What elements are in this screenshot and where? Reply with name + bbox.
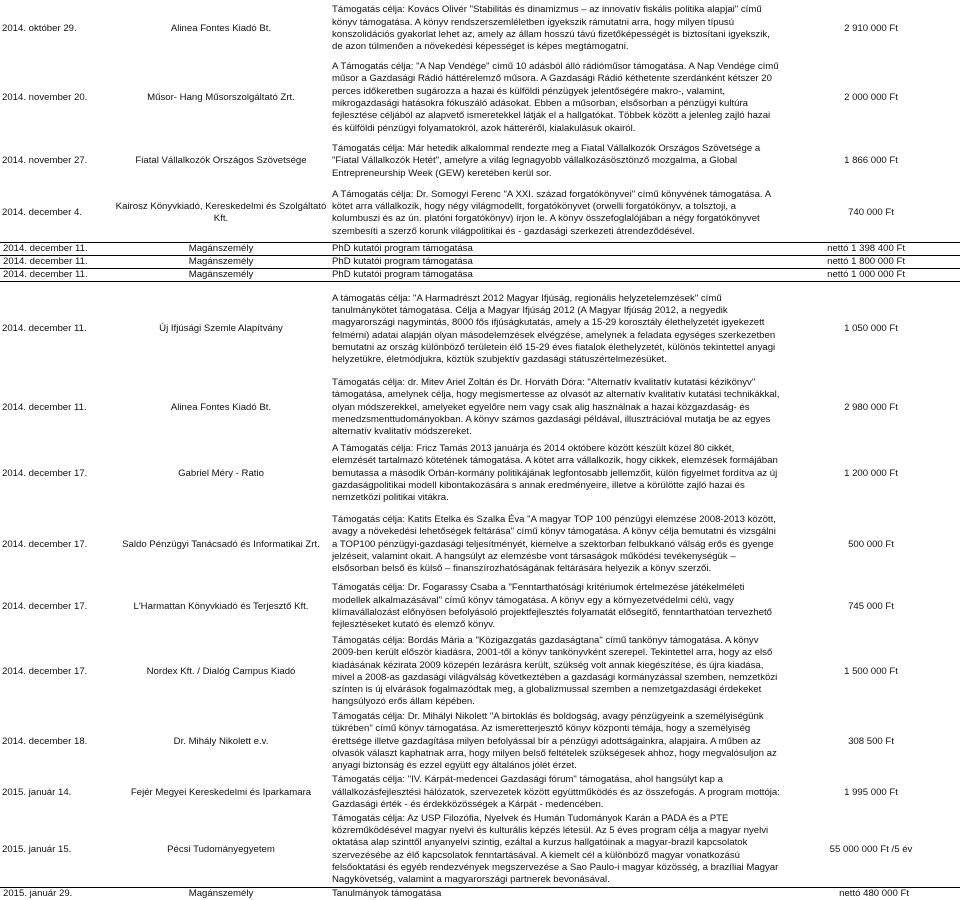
row-organization: Saldo Pénzügyi Tanácsadó és Informatikai Zrt. — [122, 538, 320, 550]
row-date: 2014. december 18. — [2, 735, 88, 747]
row-organization: Dr. Mihály Nikolett e.v. — [173, 735, 269, 747]
row-amount: nettó 1 800 000 Ft — [782, 255, 960, 268]
row-description: Támogatás célja: Dr. Mihályi Nikolett "A birtoklás és boldogság, avagy pénzügyeink a személyiségünk tükrében" című könyv támogatása. Az ismeretterjesztő könyv központi témája, hogy a személyiség érettsége illetve gazdagítása milyen befolyással bír a pénzügyi adottságainkra, alapjaira. A műben az olvasók választ kaphatnak arra, hogy milyen belső feltételek szükségesek ahhoz, hogy megvalósuljon az anyagi biztonság és ezzel együtt egy általános jólét érzet. — [332, 711, 777, 772]
row-description: A Támogatás célja: Dr. Somogyi Ferenc "A XXI. század forgatókönyvei" című könyvének támogatása. A kötet arra vállalkozik, hogy négy világmodellt, forgatókönyvet (orwelli forgatókönyv, a tolsztoji, a kolumbuszi és az ún. platóni forgatókönyv) írjon le. A könyv összefoglalójában a négy forgatókönyvet szembesíti a szerző korunk világpolitikai és - gazdasági szerkezeti átrendeződésével. — [332, 188, 771, 237]
row-description: Tanulmányok támogatása — [330, 887, 782, 900]
row-date: 2014. december 17. — [2, 665, 88, 677]
row-date: 2015. január 29. — [0, 887, 112, 900]
row-amount: 308 500 Ft — [848, 735, 894, 747]
row-description: PhD kutatói program támogatása — [330, 255, 782, 268]
row-organization: Alinea Fontes Kiadó Bt. — [170, 22, 272, 34]
table-row — [0, 242, 960, 255]
row-amount: 1 500 000 Ft — [844, 665, 898, 677]
table-row — [0, 773, 960, 813]
table-row — [0, 255, 960, 268]
row-description: Támogatás célja: "IV. Kárpát-medencei Gazdasági fórum" támogatása, ahol hangsúlyt kap a vállalkozásfejlesztési hálózatok, szervezetek között együttműködés és az összefogás. A program mottója: Gazdasági érték - és érdekközösségek a Kárpát - medencében. — [332, 774, 780, 811]
table-row — [0, 269, 960, 282]
row-organization: Fejér Megyei Kereskedelmi és Iparkamara — [130, 786, 312, 798]
table-row — [0, 282, 960, 377]
row-organization: Új Ifjúsági Szemle Alapítvány — [112, 282, 330, 377]
row-amount: nettó 1 000 000 Ft — [782, 269, 960, 282]
table-row — [0, 813, 960, 887]
table-row — [0, 58, 960, 138]
row-date: 2014. december 4. — [2, 207, 83, 219]
row-description: Támogatás célja: Kovács Olivér "Stabilitás és dinamizmus – az innovatív fiskális politika alapjai" című könyv támogatása. A könyv rendszerszemléletben igyekszik rámutatni arra, hogy milyen típusú konszolidációs gyakorlat lehet az, amely az állam hosszú távú fizetőképességét is biztosítani igyekszik, de azon túlmenően a növekedési képességet is képes megtámogatni. — [332, 4, 770, 53]
row-date: 2014. december 11. — [0, 255, 112, 268]
row-date: 2014. december 17. — [2, 467, 88, 479]
row-description: Támogatás célja: Bordás Mária a "Közigazgatás gazdaságtana" című tankönyv támogatása. A könyv 2009-ben került először kiadásra, 2001-től a könyv tankönyvként szerepel. Tekintettel arra, hogy az első kiadásának kézirata 2009 közepén lezárásra került, szükség volt annak kiegészítése, és újra kiadása, mivel a 2008-as gazdasági világválság következtében a gazdasági kormányzással szemben, nemzetközi színten is új elvárások fogalmazódtak meg, a globalizmussal szemben a nemzetgazdasági érdekeket hangsúlyozó erős állam képében. — [332, 635, 778, 708]
row-amount: 2 980 000 Ft — [844, 401, 898, 413]
table-row — [0, 439, 960, 509]
row-organization: Gabriel Méry - Ratio — [178, 467, 264, 479]
row-date: 2014. október 29. — [2, 22, 77, 34]
table-row — [0, 377, 960, 439]
table-row — [0, 0, 960, 58]
row-organization: Műsor- Hang Műsorszolgáltató Zrt. — [147, 91, 295, 103]
row-organization: Alinea Fontes Kiadó Bt. — [170, 401, 272, 413]
table-row — [0, 509, 960, 581]
row-description: Támogatás célja: Katits Etelka és Szalka Éva "A magyar TOP 100 pénzügyi elemzése 2008-2013 között, avagy a növekedési lehetőségek feltárása" című könyv támogatása. A könyv célja bemutatni és vizsgálni a TOP100 pénzügyi-gazdasági teljesítményét, kiemelve a szektorban felbukkanó válság erős és gyenge jelzéseit, valamint okait. A hangsúlyt az elemzésbe vont társaságok működési tevékenységük – elsősorban belső és külső – finanszírozhatóságának feltárására helyezik a könyv szerzői. — [332, 514, 776, 575]
row-amount: 55 000 000 Ft /5 év — [829, 843, 913, 855]
row-description: Támogatás célja: Már hetedik alkalommal rendezte meg a Fiatal Vállalkozók Országos Szövetsége a "Fiatal Vállalkozók Hetét", amelyre a világ legnagyobb vállalkozásösztönző mozgalma, a Global Entrepreneurship Week (GEW) keretében kerül sor. — [332, 143, 761, 179]
row-organization: Magánszemély — [112, 242, 330, 255]
row-organization: Fiatal Vállalkozók Országos Szövetsége — [135, 155, 307, 167]
table-row — [0, 887, 960, 900]
row-amount: 1 995 000 Ft — [844, 786, 898, 798]
row-amount: 500 000 Ft — [848, 538, 894, 550]
row-description: Támogatás célja: dr. Mitev Ariel Zoltán és Dr. Horváth Dóra: "Alternatív kvalitatív kutatási kézikönyv" támogatása, amelynek célja, hogy megismertesse az olvasót az alternatív kvalitatív kutatási technikákkal, olyan módszerekkel, amelyeket egyelőre nem vagy csak alig használnak a hazai közgazdaság- és menedzsmenttudományokban. A könyv számos gazdasági példával, illusztrációval mutatja be az egyes alternatív kvalitatív módszereket. — [332, 377, 780, 438]
row-date: 2014. december 11. — [0, 242, 112, 255]
row-amount: 1 050 000 Ft — [782, 282, 960, 377]
row-amount: 745 000 Ft — [848, 600, 894, 612]
row-organization: Pécsi Tudományegyetem — [167, 843, 275, 855]
row-amount: 740 000 Ft — [848, 207, 894, 219]
row-amount: 2 000 000 Ft — [844, 91, 898, 103]
row-amount: 1 866 000 Ft — [844, 155, 898, 167]
row-organization: Nordex Kft. / Dialóg Campus Kiadó — [146, 665, 296, 677]
row-amount: nettó 480 000 Ft — [782, 887, 960, 900]
row-organization: L'Harmattan Könyvkiadó és Terjesztő Kft. — [133, 600, 309, 612]
row-date: 2014. december 11. — [0, 282, 112, 377]
row-organization: Magánszemély — [112, 887, 330, 900]
row-date: 2014. november 20. — [2, 91, 88, 103]
table-row — [0, 581, 960, 633]
row-organization: Magánszemély — [112, 255, 330, 268]
row-date: 2014. december 17. — [2, 538, 88, 550]
table-row — [0, 138, 960, 185]
row-date: 2015. január 15. — [2, 843, 72, 855]
row-description: A támogatás célja: "A Harmadrészt 2012 Magyar Ifjúság, regionális helyzetelemzések" című tanulmánykötet támogatása. Célja a Magyar Ifjúság 2012 (A Magyar Ifjúság 2012, a negyedik magyarországi nagymintás, 8000 fős ifjúságkutatás, amely a 15-29 korosztály élethelyzetét igyekezett felmérni) adatai alapján olyan másodelemzések elvégzése, amelynek a feladata egységes szerkezetben bemutatni az ország különböző területein élő 15-29 éves fiatalok élethelyzetét, különös tekintettel anyagi helyzetükre, életmódjukra, köztük szubjektív gazdasági státuszértelmezésüket. — [330, 282, 782, 377]
row-amount: nettó 1 398 400 Ft — [782, 242, 960, 255]
row-organization: Kairosz Könyvkiadó, Kereskedelmi és Szolgáltató Kft. — [115, 200, 327, 225]
row-description: A Támogatás célja: "A Nap Vendége" című 10 adásból álló rádióműsor támogatása. A Nap Vendége című műsor a Gazdasági Rádió háttérelemző műsora. A Gazdasági Rádió kéthetente szerdánként kétszer 20 perces időkeretben sugározza a hazai és külföldi pénzügyek jelentőségére makro-, valamint, mikrogazdasági hatásokra fókuszáló adásokat. Ebben a műsorban, elsősorban a pénzügyi kultúra fejlesztése céljából az alapvető ismeretekkel látják el a hallgatókat. Többek között a jelenleg zajló hazai és külföldi pénzügyi folyamatokról, azok hátteréről, kialakulásuk okairól. — [332, 61, 779, 134]
row-amount: 1 200 000 Ft — [844, 467, 898, 479]
row-description: PhD kutatói program támogatása — [330, 242, 782, 255]
row-date: 2014. december 11. — [0, 269, 112, 282]
row-organization: Magánszemély — [112, 269, 330, 282]
row-date: 2015. január 14. — [2, 786, 72, 798]
row-description: A Támogatás célja: Fricz Tamás 2013 januárja és 2014 októbere között készült közel 80 cikkét, elemzését tartalmazó kötetének támogatása. A kötet arra vállalkozik, hogy cikkek, elemzések formájában bemutassa a második Orbán-kormány politikájának legfontosabb jellemzőit, külön figyelmet fordítva az új gazdaságpolitikai modell kibontakozására s annak eredményeire, illetve a körülötte zajló hazai és nemzetközi politikai vitákra. — [332, 443, 778, 504]
table-row — [0, 711, 960, 773]
row-description: Támogatás célja: Az USP Filozófia, Nyelvek és Humán Tudományok Karán a PADA és a PTE közreműködésével magyar nyelvi és kulturális képzés létesül. Az 5 éves program célja a magyar nyelvi oktatása alap szinttől anyanyelvi szintig, ezáltal a kurzus hallgatóinak a magyar-brazil kapcsolatok szervezésébe az élő kapcsolatok fenntartásával. A kiemelt cél a különböző magyar vonatkozású felsőoktatási és egyéb rendezvények megszervezése a Sao Paulo-i magyar közösség, a brazíliai Magyar Nagykövetség, valamint a magyarországi partnerek bevonásával. — [332, 812, 779, 886]
row-amount: 2 910 000 Ft — [844, 22, 898, 34]
row-date: 2014. december 17. — [2, 600, 88, 612]
row-description: Támogatás célja: Dr. Fogarassy Csaba a "Fenntarthatósági kritériumok értelmezése játékelméleti modellek alkalmazásával" című könyv támogatása. A könyv egy a környezetvédelmi célú, vagy klímavállalozást előnyösen befolyásoló projektfejlesztés folyamatát elősegítő, fenntarthatóan tervezhető fejlesztéseket kutató és elemző könyv. — [332, 582, 772, 631]
row-description: PhD kutatói program támogatása — [330, 269, 782, 282]
row-date: 2014. december 11. — [2, 401, 87, 413]
row-date: 2014. november 27. — [2, 155, 88, 167]
table-row — [0, 185, 960, 242]
table-row — [0, 633, 960, 711]
